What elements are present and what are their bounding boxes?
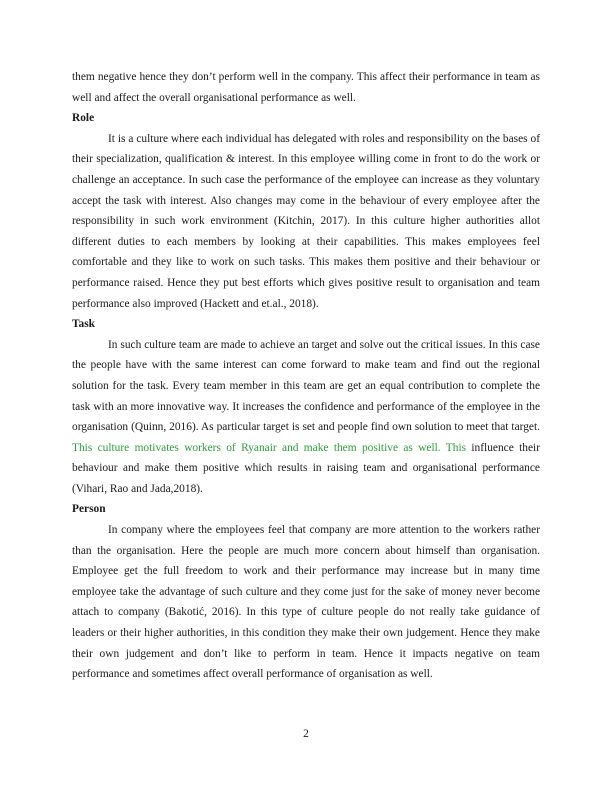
intro-paragraph: them negative hence they don’t perform well in the company. This affect their performance in team as well and affect the overall organisational performance as well. bbox=[72, 71, 540, 104]
person-paragraph: In company where the employees feel that company are more attention to the workers rather than the organisation. Here the people are much more concern about himself than organisation. Employee get the full freedom to work and their performance may increase but in many time employee take the advantage of such culture and they come just for the sake of money never become attach to company (Bakotić, 2016). In this type of culture people do not really take guidance of leaders or their higher authorities, in this condition they make their own judgement. Hence they make their own judgement and don’t like to perform in team. Hence it impacts negative on team performance and sometimes affect overall performance of organisation as well. bbox=[72, 524, 540, 681]
role-paragraph: It is a culture where each individual has delegated with roles and responsibility on the bases of their specialization, qualification & interest. In this employee willing come in front to do the work or challenge an acceptance. In such case the performance of the employee can increase as they voluntary accept the task with interest. Also changes may come in the behaviour of every employee after the responsibility in such work environment (Kitchin, 2017). In this culture higher authorities allot different duties to each members by looking at their capabilities. This makes employees feel comfortable and they like to work on such tasks. This makes them positive and their behaviour or performance raised. Hence they put best efforts which gives positive result to organisation and team performance also improved (Hackett and et.al., 2018). bbox=[72, 132, 540, 310]
task-heading: Task bbox=[72, 318, 96, 331]
document-body bbox=[72, 67, 540, 685]
task-paragraph bbox=[72, 335, 540, 500]
page-number: 2 bbox=[303, 728, 309, 740]
task-text-after: influence their behaviour and make them positive which results in raising team and organisational performance (Vihari, Rao and Jada,2018). bbox=[72, 441, 540, 495]
person-heading: Person bbox=[72, 503, 106, 516]
task-highlighted-text: This culture motivates workers of Ryanair and make them positive as well. This bbox=[72, 441, 467, 454]
task-text-before: In such culture team are made to achieve an target and solve out the critical issues. In this case the people have with the same interest can come forward to make team and find out the regional solution for the task. Every team member in this team are get an equal contribution to complete the task with an more innovative way. It increases the confidence and performance of the employee in the organisation (Quinn, 2016). As particular target is set and people find own solution to meet that target. bbox=[72, 338, 540, 434]
role-heading: Role bbox=[72, 112, 95, 125]
